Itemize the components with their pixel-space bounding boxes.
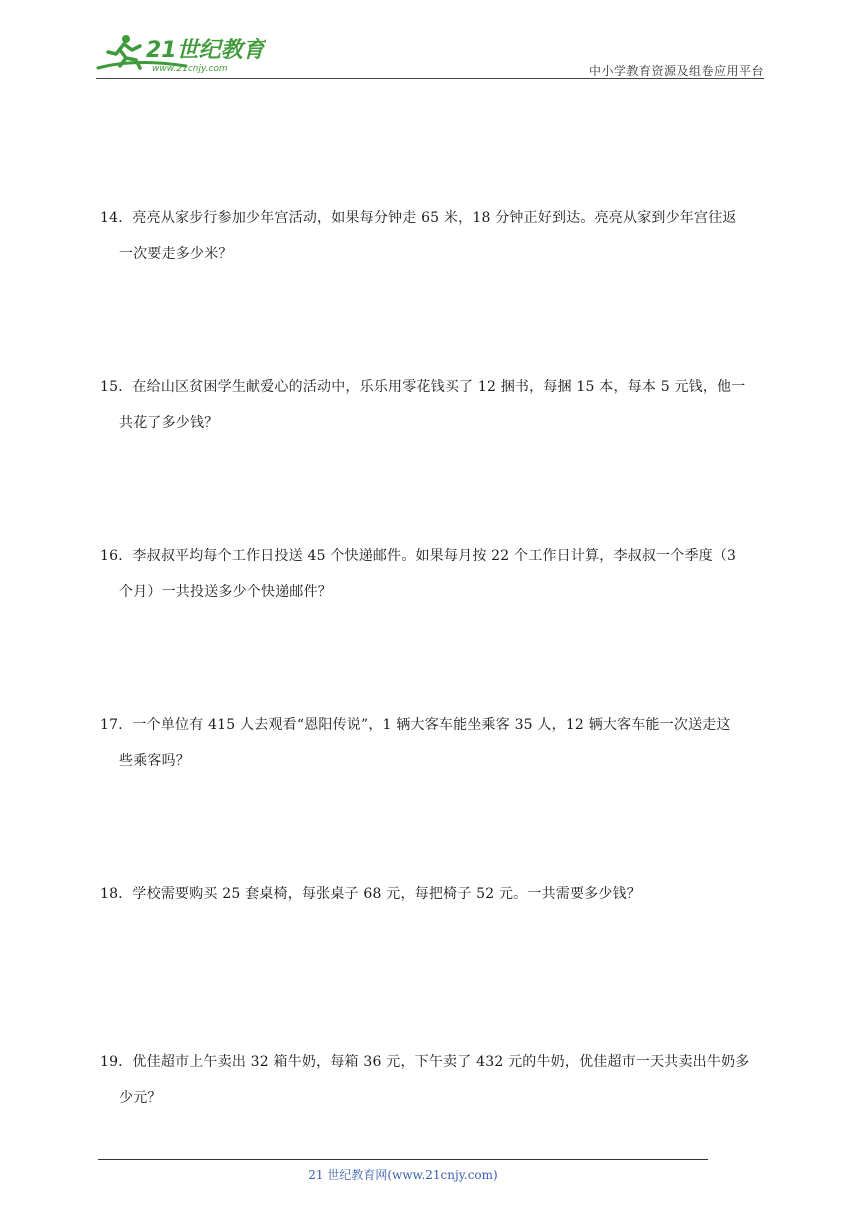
question-line — [100, 707, 764, 743]
question-text: 学校需要购买 25 套桌椅，每张桌子 68 元，每把椅子 52 元。一共需要多少钱？ — [132, 886, 641, 902]
question-line — [100, 538, 764, 574]
svg-text:21世纪教育: 21世纪教育 — [146, 38, 265, 63]
question-text: 李叔叔平均每个工作日投送 45 个快递邮件。如果每月按 22 个工作日计算，李叔叔一个季度（3 — [132, 548, 737, 564]
question-14 — [100, 200, 764, 272]
page-header — [96, 30, 764, 80]
question-text: 一个单位有 415 人去观看“恩阳传说”，1 辆大客车能坐乘客 35 人，12 辆大客车能一次送走这 — [132, 717, 731, 733]
question-19 — [100, 1044, 764, 1116]
question-text-continued: 些乘客吗？ — [119, 753, 190, 769]
question-text: 在给山区贫困学生献爱心的活动中，乐乐用零花钱买了 12 捆书，每捆 15 本，每本 5 元钱，他一 — [132, 379, 746, 395]
header-divider — [96, 78, 764, 79]
question-text-continued: 一次要走多少米？ — [119, 246, 233, 262]
header-tagline: 中小学教育资源及组卷应用平台 — [588, 64, 764, 78]
question-line — [100, 876, 764, 912]
question-15 — [100, 369, 764, 441]
question-17 — [100, 707, 764, 779]
question-text-continued: 少元？ — [119, 1090, 162, 1106]
question-number: 14． — [100, 210, 133, 226]
question-number: 15． — [100, 379, 133, 395]
runner-logo-icon — [96, 30, 266, 78]
question-text-continued: 共花了多少钱？ — [119, 415, 219, 431]
question-number: 16． — [100, 548, 133, 564]
question-number: 17． — [100, 717, 133, 733]
question-text: 亮亮从家步行参加少年宫活动，如果每分钟走 65 米，18 分钟正好到达。亮亮从家到少年宫往返 — [132, 210, 737, 226]
question-text: 优佳超市上午卖出 32 箱牛奶，每箱 36 元，下午卖了 432 元的牛奶，优佳超市一天共卖出牛奶多 — [132, 1054, 750, 1070]
question-line — [100, 369, 764, 405]
question-number: 19． — [100, 1054, 133, 1070]
site-logo — [96, 30, 266, 78]
question-text-continued: 个月）一共投送多少个快递邮件？ — [119, 584, 332, 600]
question-line — [100, 1044, 764, 1080]
footer-divider — [98, 1159, 708, 1160]
footer-link[interactable]: 21 世纪教育网(www.21cnjy.com) — [308, 1168, 498, 1182]
question-16 — [100, 538, 764, 610]
question-18 — [100, 876, 764, 912]
question-number: 18． — [100, 886, 133, 902]
svg-text:www.21cnjy.com: www.21cnjy.com — [152, 64, 228, 74]
question-line — [100, 200, 764, 236]
